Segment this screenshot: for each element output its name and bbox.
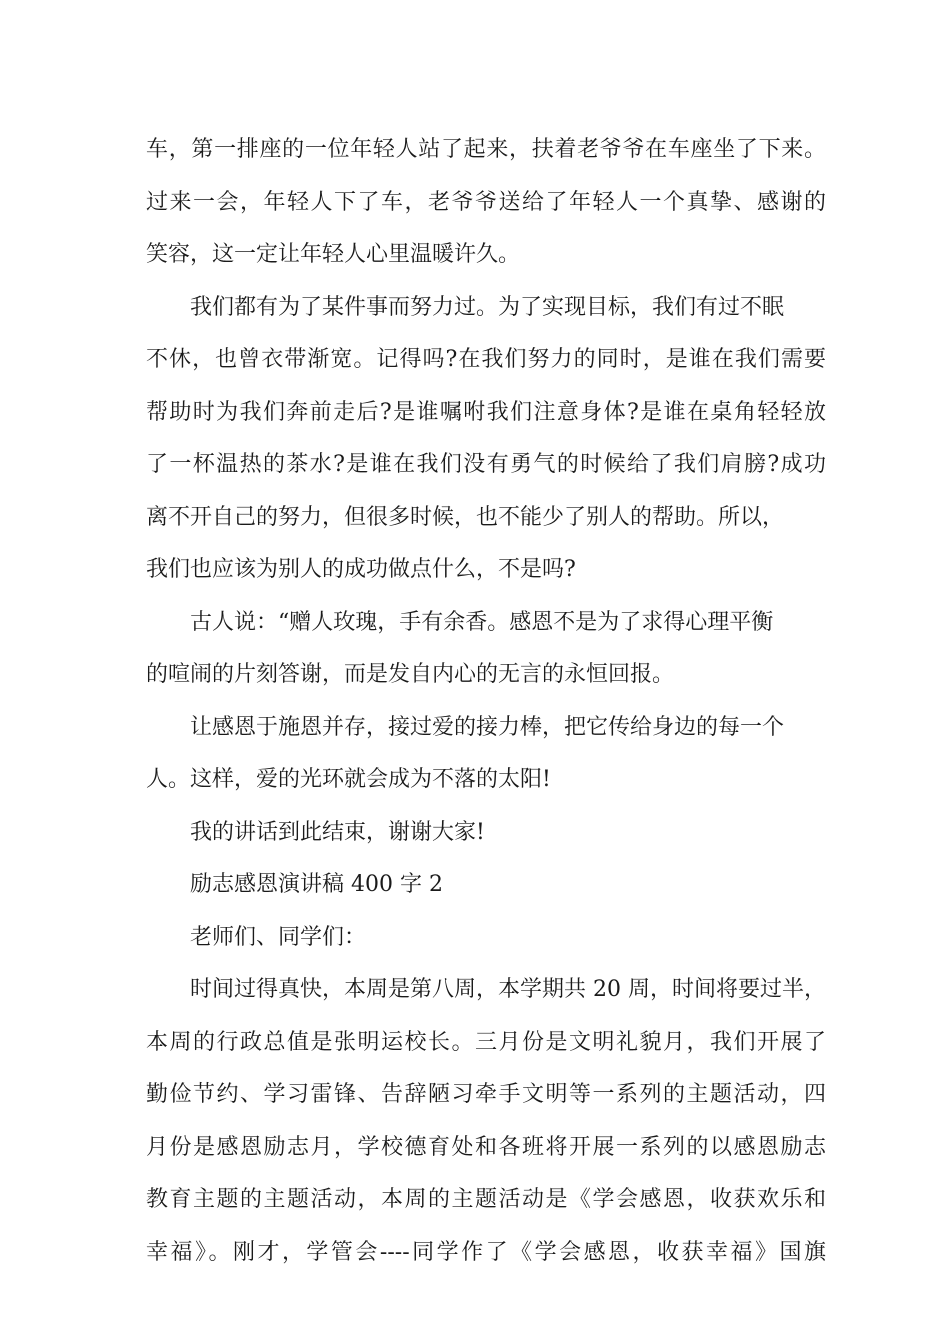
section-heading: 励志感恩演讲稿 400 字 2 xyxy=(190,872,443,897)
text-line: 笑容，这一定让年轻人心里温暖许久。 xyxy=(146,242,521,267)
text-line: 过来一会，年轻人下了车，老爷爷送给了年轻人一个真挚、感谢的 xyxy=(146,189,826,215)
text-line: 幸福》。刚才，学管会----同学作了《学会感恩，收获幸福》国旗 xyxy=(146,1239,826,1265)
text-line: 我们也应该为别人的成功做点什么，不是吗? xyxy=(146,557,576,582)
text-line: 月份是感恩励志月，学校德育处和各班将开展一系列的以感恩励志 xyxy=(146,1134,826,1160)
text-line: 我的讲话到此结束，谢谢大家! xyxy=(190,819,485,845)
text-line: 帮助时为我们奔前走后?是谁嘱咐我们注意身体?是谁在桌角轻轻放 xyxy=(146,399,826,425)
text-line: 不休，也曾衣带渐宽。记得吗?在我们努力的同时，是谁在我们需要 xyxy=(146,347,826,372)
text-line: 教育主题的主题活动，本周的主题活动是《学会感恩，收获欢乐和 xyxy=(146,1187,826,1212)
text-line: 人。这样，爱的光环就会成为不落的太阳! xyxy=(146,767,551,792)
text-line: 车，第一排座的一位年轻人站了起来，扶着老爷爷在车座坐了下来。 xyxy=(146,137,826,162)
text-line: 了一杯温热的茶水?是谁在我们没有勇气的时候给了我们肩膀?成功 xyxy=(146,452,826,477)
text-line: 我们都有为了某件事而努力过。为了实现目标，我们有过不眠 xyxy=(190,294,785,320)
text-line: 本周的行政总值是张明运校长。三月份是文明礼貌月，我们开展了 xyxy=(146,1029,826,1055)
document-body xyxy=(146,124,836,1279)
text-line: 让感恩于施恩并存，接过爱的接力棒，把它传给身边的每一个 xyxy=(190,714,785,740)
text-line: 离不开自己的努力，但很多时候，也不能少了别人的帮助。所以， xyxy=(146,504,785,530)
text-line: 的喧闹的片刻答谢，而是发自内心的无言的永恒回报。 xyxy=(146,662,675,687)
text-line: 时间过得真快，本周是第八周，本学期共 20 周，时间将要过半， xyxy=(190,977,826,1002)
text-line: 勤俭节约、学习雷锋、告辞陋习牵手文明等一系列的主题活动，四 xyxy=(146,1082,826,1107)
text-line: 古人说：“赠人玫瑰，手有余香。感恩不是为了求得心理平衡 xyxy=(190,609,774,635)
salutation: 老师们、同学们： xyxy=(190,924,367,950)
